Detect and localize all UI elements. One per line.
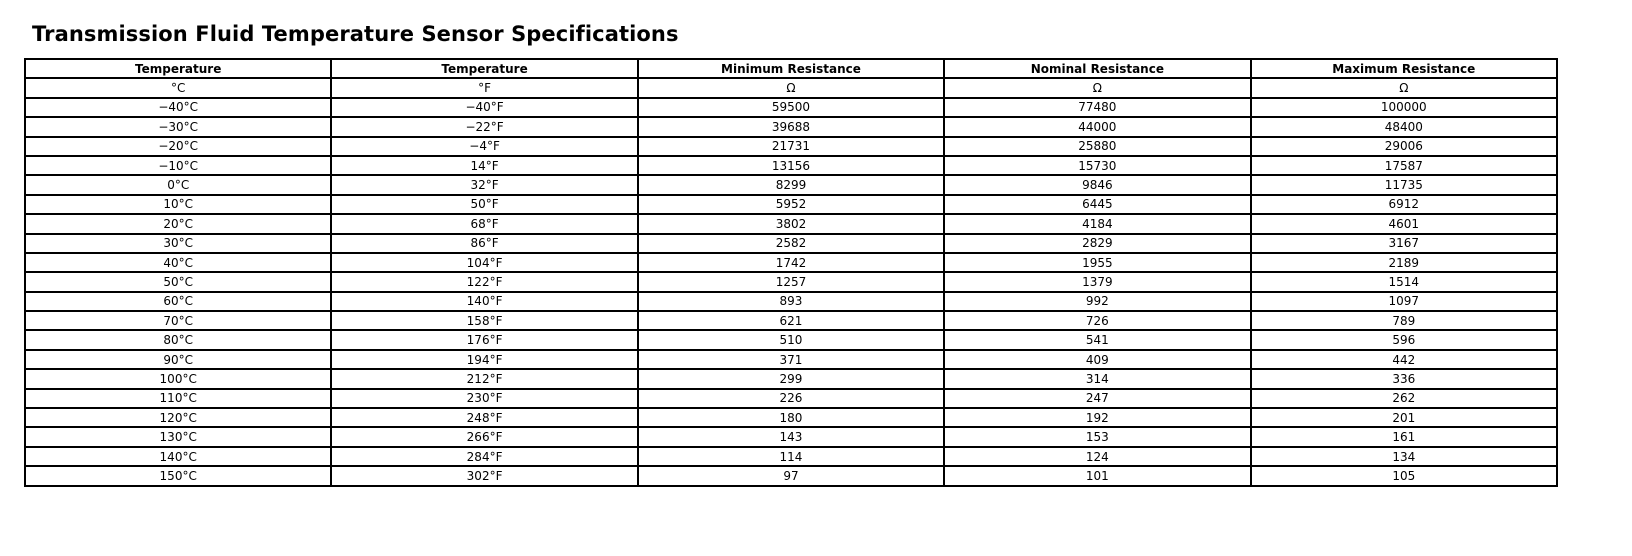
cell-temp-f: 122°F <box>331 272 637 291</box>
cell-temp-c: 30°C <box>25 234 331 253</box>
cell-min-resistance: 621 <box>638 311 944 330</box>
cell-temp-c: 140°C <box>25 447 331 466</box>
cell-max-resistance: 201 <box>1251 408 1557 427</box>
cell-temp-f: 248°F <box>331 408 637 427</box>
cell-temp-c: 80°C <box>25 330 331 349</box>
cell-min-resistance: 97 <box>638 466 944 485</box>
cell-temp-c: −30°C <box>25 117 331 136</box>
cell-temp-c: 60°C <box>25 292 331 311</box>
cell-nominal-resistance: 1955 <box>944 253 1250 272</box>
cell-temp-c: 50°C <box>25 272 331 291</box>
spec-table <box>24 58 1558 487</box>
unit-ohm-max: Ω <box>1251 78 1557 97</box>
cell-nominal-resistance: 4184 <box>944 214 1250 233</box>
cell-nominal-resistance: 992 <box>944 292 1250 311</box>
cell-temp-c: 130°C <box>25 427 331 446</box>
cell-min-resistance: 59500 <box>638 98 944 117</box>
table-row <box>25 137 1557 156</box>
cell-temp-c: 70°C <box>25 311 331 330</box>
cell-temp-c: −10°C <box>25 156 331 175</box>
table-row <box>25 389 1557 408</box>
cell-temp-f: 194°F <box>331 350 637 369</box>
table-row <box>25 175 1557 194</box>
cell-max-resistance: 442 <box>1251 350 1557 369</box>
cell-nominal-resistance: 6445 <box>944 195 1250 214</box>
unit-fahrenheit: °F <box>331 78 637 97</box>
cell-temp-c: 110°C <box>25 389 331 408</box>
cell-max-resistance: 11735 <box>1251 175 1557 194</box>
cell-temp-f: −22°F <box>331 117 637 136</box>
cell-max-resistance: 789 <box>1251 311 1557 330</box>
table-row <box>25 195 1557 214</box>
page-title: Transmission Fluid Temperature Sensor Specifications <box>32 22 679 46</box>
cell-nominal-resistance: 44000 <box>944 117 1250 136</box>
cell-min-resistance: 893 <box>638 292 944 311</box>
cell-min-resistance: 143 <box>638 427 944 446</box>
table-row <box>25 234 1557 253</box>
header-row <box>25 59 1557 78</box>
table-row <box>25 214 1557 233</box>
cell-temp-c: 150°C <box>25 466 331 485</box>
cell-nominal-resistance: 1379 <box>944 272 1250 291</box>
cell-max-resistance: 134 <box>1251 447 1557 466</box>
cell-min-resistance: 1257 <box>638 272 944 291</box>
cell-nominal-resistance: 15730 <box>944 156 1250 175</box>
cell-temp-f: −40°F <box>331 98 637 117</box>
cell-nominal-resistance: 101 <box>944 466 1250 485</box>
cell-temp-f: 302°F <box>331 466 637 485</box>
table-row <box>25 466 1557 485</box>
unit-ohm-nominal: Ω <box>944 78 1250 97</box>
cell-min-resistance: 21731 <box>638 137 944 156</box>
table-row <box>25 369 1557 388</box>
cell-temp-c: 10°C <box>25 195 331 214</box>
cell-temp-c: −40°C <box>25 98 331 117</box>
cell-min-resistance: 3802 <box>638 214 944 233</box>
cell-min-resistance: 39688 <box>638 117 944 136</box>
table-row <box>25 311 1557 330</box>
cell-max-resistance: 161 <box>1251 427 1557 446</box>
cell-max-resistance: 3167 <box>1251 234 1557 253</box>
cell-temp-f: −4°F <box>331 137 637 156</box>
cell-min-resistance: 371 <box>638 350 944 369</box>
cell-temp-f: 68°F <box>331 214 637 233</box>
cell-temp-c: 20°C <box>25 214 331 233</box>
cell-max-resistance: 100000 <box>1251 98 1557 117</box>
header-nominal-resistance: Nominal Resistance <box>944 59 1250 78</box>
cell-temp-f: 32°F <box>331 175 637 194</box>
cell-nominal-resistance: 25880 <box>944 137 1250 156</box>
table-row <box>25 117 1557 136</box>
cell-temp-f: 212°F <box>331 369 637 388</box>
cell-nominal-resistance: 726 <box>944 311 1250 330</box>
cell-nominal-resistance: 124 <box>944 447 1250 466</box>
unit-ohm-min: Ω <box>638 78 944 97</box>
cell-temp-f: 104°F <box>331 253 637 272</box>
table-row <box>25 330 1557 349</box>
cell-temp-c: 40°C <box>25 253 331 272</box>
cell-max-resistance: 4601 <box>1251 214 1557 233</box>
cell-min-resistance: 510 <box>638 330 944 349</box>
table-row <box>25 156 1557 175</box>
cell-temp-f: 14°F <box>331 156 637 175</box>
cell-min-resistance: 13156 <box>638 156 944 175</box>
cell-nominal-resistance: 77480 <box>944 98 1250 117</box>
cell-min-resistance: 180 <box>638 408 944 427</box>
cell-temp-c: 0°C <box>25 175 331 194</box>
cell-max-resistance: 2189 <box>1251 253 1557 272</box>
cell-max-resistance: 105 <box>1251 466 1557 485</box>
cell-temp-c: 90°C <box>25 350 331 369</box>
cell-nominal-resistance: 409 <box>944 350 1250 369</box>
cell-max-resistance: 596 <box>1251 330 1557 349</box>
cell-temp-f: 158°F <box>331 311 637 330</box>
table-row <box>25 350 1557 369</box>
cell-nominal-resistance: 192 <box>944 408 1250 427</box>
header-minimum-resistance: Minimum Resistance <box>638 59 944 78</box>
table-row <box>25 447 1557 466</box>
table-row <box>25 427 1557 446</box>
cell-temp-f: 140°F <box>331 292 637 311</box>
cell-nominal-resistance: 153 <box>944 427 1250 446</box>
cell-min-resistance: 5952 <box>638 195 944 214</box>
units-row <box>25 78 1557 97</box>
header-temperature-c: Temperature <box>25 59 331 78</box>
table-row <box>25 292 1557 311</box>
cell-min-resistance: 299 <box>638 369 944 388</box>
cell-nominal-resistance: 541 <box>944 330 1250 349</box>
cell-temp-f: 86°F <box>331 234 637 253</box>
cell-max-resistance: 48400 <box>1251 117 1557 136</box>
cell-temp-c: 120°C <box>25 408 331 427</box>
cell-temp-c: 100°C <box>25 369 331 388</box>
cell-max-resistance: 6912 <box>1251 195 1557 214</box>
cell-temp-f: 284°F <box>331 447 637 466</box>
cell-temp-c: −20°C <box>25 137 331 156</box>
cell-min-resistance: 1742 <box>638 253 944 272</box>
cell-nominal-resistance: 2829 <box>944 234 1250 253</box>
cell-min-resistance: 2582 <box>638 234 944 253</box>
table-row <box>25 98 1557 117</box>
header-temperature-f: Temperature <box>331 59 637 78</box>
cell-nominal-resistance: 9846 <box>944 175 1250 194</box>
cell-min-resistance: 114 <box>638 447 944 466</box>
cell-temp-f: 50°F <box>331 195 637 214</box>
unit-celsius: °C <box>25 78 331 97</box>
cell-max-resistance: 1097 <box>1251 292 1557 311</box>
cell-max-resistance: 262 <box>1251 389 1557 408</box>
cell-temp-f: 266°F <box>331 427 637 446</box>
cell-min-resistance: 226 <box>638 389 944 408</box>
header-maximum-resistance: Maximum Resistance <box>1251 59 1557 78</box>
cell-max-resistance: 336 <box>1251 369 1557 388</box>
cell-min-resistance: 8299 <box>638 175 944 194</box>
cell-temp-f: 230°F <box>331 389 637 408</box>
cell-max-resistance: 29006 <box>1251 137 1557 156</box>
table-row <box>25 408 1557 427</box>
table-row <box>25 253 1557 272</box>
cell-nominal-resistance: 247 <box>944 389 1250 408</box>
cell-max-resistance: 1514 <box>1251 272 1557 291</box>
cell-nominal-resistance: 314 <box>944 369 1250 388</box>
cell-temp-f: 176°F <box>331 330 637 349</box>
table-row <box>25 272 1557 291</box>
cell-max-resistance: 17587 <box>1251 156 1557 175</box>
